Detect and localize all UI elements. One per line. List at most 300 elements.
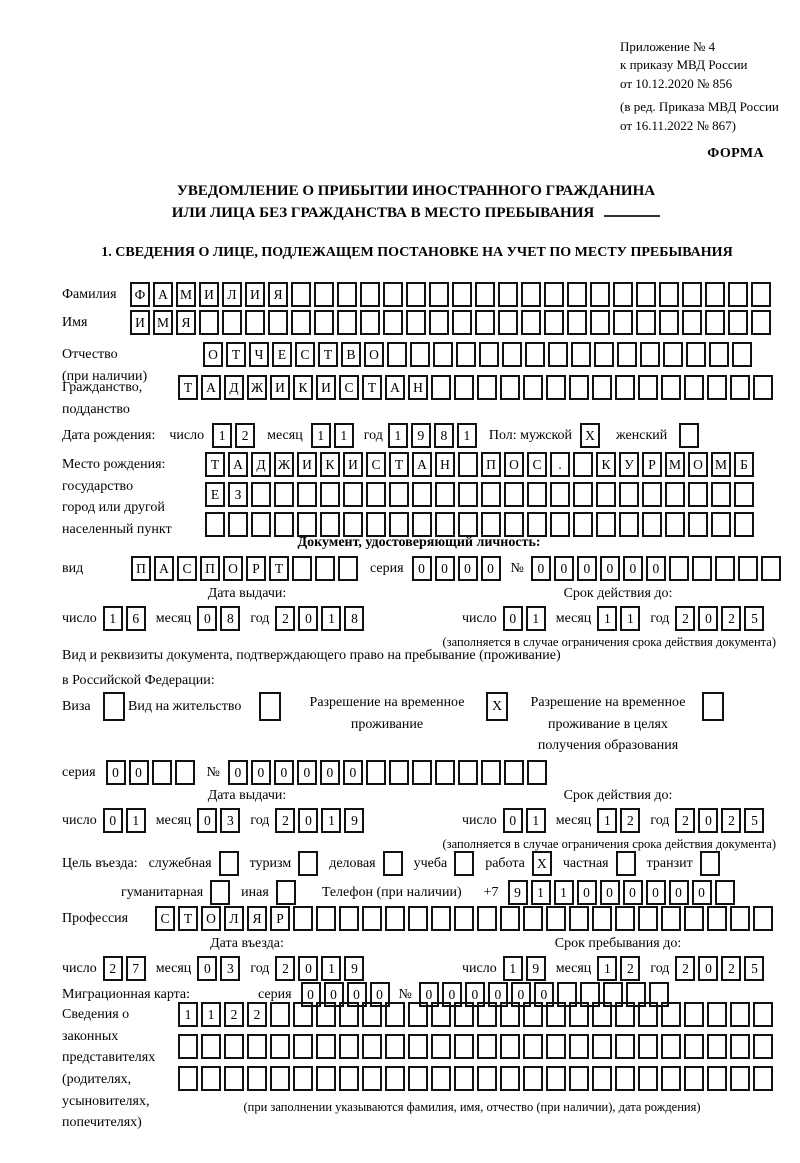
char-cell[interactable]: 0 — [297, 760, 317, 785]
char-cell[interactable]: Р — [642, 452, 662, 477]
iddoc-expiry-year-cells[interactable] — [675, 606, 764, 631]
char-cell[interactable] — [412, 482, 432, 507]
char-cell[interactable]: 1 — [531, 880, 551, 905]
char-cell[interactable] — [498, 282, 518, 307]
char-cell[interactable]: 0 — [600, 880, 620, 905]
profession-cells[interactable] — [155, 906, 773, 931]
char-cell[interactable] — [638, 1002, 658, 1027]
char-cell[interactable]: К — [293, 375, 313, 400]
char-cell[interactable] — [316, 906, 336, 931]
char-cell[interactable] — [452, 282, 472, 307]
char-cell[interactable]: 0 — [197, 956, 217, 981]
char-cell[interactable] — [383, 282, 403, 307]
char-cell[interactable] — [500, 906, 520, 931]
iddoc-kind-cells[interactable] — [131, 556, 358, 581]
char-cell[interactable] — [686, 342, 706, 367]
char-cell[interactable] — [619, 482, 639, 507]
char-cell[interactable] — [617, 342, 637, 367]
char-cell[interactable]: И — [297, 452, 317, 477]
char-cell[interactable] — [406, 282, 426, 307]
char-cell[interactable] — [684, 1002, 704, 1027]
stay-year-cells[interactable] — [675, 956, 764, 981]
char-cell[interactable] — [454, 1034, 474, 1059]
char-cell[interactable] — [366, 760, 386, 785]
char-cell[interactable]: И — [316, 375, 336, 400]
char-cell[interactable] — [707, 1066, 727, 1091]
char-cell[interactable]: 0 — [343, 760, 363, 785]
char-cell[interactable] — [711, 512, 731, 537]
char-cell[interactable] — [479, 342, 499, 367]
char-cell[interactable]: 6 — [126, 606, 146, 631]
char-cell[interactable] — [383, 310, 403, 335]
char-cell[interactable] — [715, 556, 735, 581]
char-cell[interactable]: 1 — [503, 956, 523, 981]
char-cell[interactable] — [659, 282, 679, 307]
guardians-cells-row2[interactable] — [178, 1034, 773, 1059]
char-cell[interactable] — [546, 906, 566, 931]
purpose-option-checkbox[interactable] — [276, 880, 296, 905]
char-cell[interactable] — [408, 1034, 428, 1059]
char-cell[interactable] — [385, 1034, 405, 1059]
char-cell[interactable] — [688, 512, 708, 537]
char-cell[interactable] — [504, 760, 524, 785]
char-cell[interactable] — [339, 1034, 359, 1059]
char-cell[interactable]: 0 — [419, 982, 439, 1007]
char-cell[interactable]: X — [486, 692, 508, 721]
char-cell[interactable] — [546, 1066, 566, 1091]
char-cell[interactable] — [435, 760, 455, 785]
char-cell[interactable]: 2 — [275, 606, 295, 631]
char-cell[interactable] — [408, 1066, 428, 1091]
char-cell[interactable] — [659, 310, 679, 335]
char-cell[interactable] — [316, 1066, 336, 1091]
char-cell[interactable] — [477, 1002, 497, 1027]
char-cell[interactable] — [458, 482, 478, 507]
char-cell[interactable]: 0 — [623, 880, 643, 905]
temporary-residence-education-checkbox[interactable] — [692, 692, 724, 721]
char-cell[interactable] — [222, 310, 242, 335]
char-cell[interactable] — [454, 375, 474, 400]
char-cell[interactable] — [431, 1002, 451, 1027]
char-cell[interactable] — [297, 512, 317, 537]
char-cell[interactable]: 0 — [298, 606, 318, 631]
char-cell[interactable]: 2 — [275, 808, 295, 833]
char-cell[interactable] — [661, 1066, 681, 1091]
char-cell[interactable] — [291, 310, 311, 335]
char-cell[interactable]: Т — [205, 452, 225, 477]
char-cell[interactable] — [734, 482, 754, 507]
char-cell[interactable] — [224, 1034, 244, 1059]
char-cell[interactable] — [569, 1066, 589, 1091]
char-cell[interactable]: Е — [205, 482, 225, 507]
char-cell[interactable]: 9 — [344, 956, 364, 981]
char-cell[interactable]: 2 — [275, 956, 295, 981]
char-cell[interactable] — [477, 1034, 497, 1059]
char-cell[interactable] — [711, 482, 731, 507]
purpose-option-checkbox[interactable]: X — [532, 851, 552, 876]
char-cell[interactable]: 0 — [554, 556, 574, 581]
char-cell[interactable] — [274, 482, 294, 507]
char-cell[interactable]: 2 — [721, 956, 741, 981]
guardians-cells-row1[interactable] — [178, 1002, 773, 1027]
char-cell[interactable] — [592, 375, 612, 400]
char-cell[interactable]: 2 — [224, 1002, 244, 1027]
char-cell[interactable] — [707, 375, 727, 400]
purpose-option-checkbox[interactable] — [210, 880, 230, 905]
char-cell[interactable] — [201, 1066, 221, 1091]
char-cell[interactable] — [385, 1066, 405, 1091]
char-cell[interactable]: 0 — [692, 880, 712, 905]
char-cell[interactable] — [360, 310, 380, 335]
char-cell[interactable]: У — [619, 452, 639, 477]
char-cell[interactable] — [201, 1034, 221, 1059]
char-cell[interactable] — [546, 1002, 566, 1027]
char-cell[interactable]: 5 — [744, 808, 764, 833]
entry-year-cells[interactable] — [275, 956, 364, 981]
char-cell[interactable] — [316, 1002, 336, 1027]
char-cell[interactable] — [498, 310, 518, 335]
char-cell[interactable]: 0 — [669, 880, 689, 905]
char-cell[interactable] — [360, 282, 380, 307]
char-cell[interactable]: 0 — [534, 982, 554, 1007]
char-cell[interactable]: Л — [222, 282, 242, 307]
char-cell[interactable]: 0 — [503, 606, 523, 631]
char-cell[interactable] — [613, 310, 633, 335]
char-cell[interactable] — [103, 692, 125, 721]
char-cell[interactable]: Ж — [274, 452, 294, 477]
char-cell[interactable] — [527, 482, 547, 507]
char-cell[interactable]: 0 — [435, 556, 455, 581]
char-cell[interactable]: 0 — [298, 808, 318, 833]
char-cell[interactable]: 2 — [721, 606, 741, 631]
firstname-cells[interactable] — [130, 310, 771, 335]
char-cell[interactable] — [615, 1034, 635, 1059]
char-cell[interactable] — [730, 1034, 750, 1059]
char-cell[interactable] — [523, 1002, 543, 1027]
char-cell[interactable]: А — [385, 375, 405, 400]
purpose-option-checkbox[interactable] — [383, 851, 403, 876]
char-cell[interactable] — [592, 906, 612, 931]
char-cell[interactable]: 8 — [220, 606, 240, 631]
char-cell[interactable]: Я — [268, 282, 288, 307]
char-cell[interactable] — [270, 1034, 290, 1059]
char-cell[interactable] — [175, 760, 195, 785]
char-cell[interactable] — [429, 282, 449, 307]
char-cell[interactable] — [408, 906, 428, 931]
sex-male-checkbox[interactable] — [580, 423, 600, 448]
char-cell[interactable]: 1 — [321, 606, 341, 631]
char-cell[interactable] — [590, 282, 610, 307]
char-cell[interactable]: И — [130, 310, 150, 335]
char-cell[interactable]: 0 — [251, 760, 271, 785]
char-cell[interactable] — [638, 1034, 658, 1059]
char-cell[interactable]: О — [364, 342, 384, 367]
char-cell[interactable]: С — [366, 452, 386, 477]
char-cell[interactable] — [761, 556, 781, 581]
char-cell[interactable]: 7 — [126, 956, 146, 981]
char-cell[interactable] — [734, 512, 754, 537]
char-cell[interactable]: Ж — [247, 375, 267, 400]
purpose-option-checkbox[interactable] — [219, 851, 239, 876]
char-cell[interactable] — [573, 512, 593, 537]
char-cell[interactable] — [619, 512, 639, 537]
char-cell[interactable] — [362, 1066, 382, 1091]
char-cell[interactable]: 0 — [298, 956, 318, 981]
char-cell[interactable]: Е — [272, 342, 292, 367]
char-cell[interactable]: Я — [247, 906, 267, 931]
char-cell[interactable] — [343, 512, 363, 537]
char-cell[interactable]: 0 — [106, 760, 126, 785]
char-cell[interactable] — [682, 282, 702, 307]
char-cell[interactable] — [636, 282, 656, 307]
citizenship-cells[interactable] — [178, 375, 773, 400]
char-cell[interactable] — [569, 1034, 589, 1059]
char-cell[interactable] — [274, 512, 294, 537]
char-cell[interactable]: 8 — [434, 423, 454, 448]
char-cell[interactable]: И — [343, 452, 363, 477]
char-cell[interactable] — [709, 342, 729, 367]
char-cell[interactable]: 2 — [103, 956, 123, 981]
char-cell[interactable] — [679, 423, 699, 448]
stay-day-cells[interactable] — [503, 956, 546, 981]
char-cell[interactable]: 0 — [503, 808, 523, 833]
char-cell[interactable] — [435, 482, 455, 507]
char-cell[interactable] — [429, 310, 449, 335]
char-cell[interactable]: 0 — [623, 556, 643, 581]
char-cell[interactable] — [178, 1034, 198, 1059]
resdoc-series-cells[interactable] — [106, 760, 195, 785]
char-cell[interactable]: 9 — [508, 880, 528, 905]
char-cell[interactable] — [550, 512, 570, 537]
char-cell[interactable] — [270, 1066, 290, 1091]
char-cell[interactable]: 2 — [235, 423, 255, 448]
char-cell[interactable] — [669, 556, 689, 581]
purpose-option-checkbox[interactable] — [454, 851, 474, 876]
iddoc-series-cells[interactable] — [412, 556, 501, 581]
char-cell[interactable] — [665, 512, 685, 537]
char-cell[interactable] — [684, 1034, 704, 1059]
char-cell[interactable]: 1 — [597, 808, 617, 833]
char-cell[interactable]: 0 — [465, 982, 485, 1007]
char-cell[interactable] — [339, 1002, 359, 1027]
char-cell[interactable] — [315, 556, 335, 581]
char-cell[interactable] — [481, 760, 501, 785]
char-cell[interactable]: О — [688, 452, 708, 477]
birthplace-cells-row1[interactable] — [205, 452, 754, 477]
char-cell[interactable]: М — [665, 452, 685, 477]
char-cell[interactable]: 0 — [324, 982, 344, 1007]
char-cell[interactable] — [615, 1066, 635, 1091]
char-cell[interactable] — [753, 1002, 773, 1027]
char-cell[interactable]: 1 — [388, 423, 408, 448]
char-cell[interactable] — [454, 1002, 474, 1027]
char-cell[interactable]: Т — [389, 452, 409, 477]
iddoc-issued-month-cells[interactable] — [197, 606, 240, 631]
char-cell[interactable] — [410, 342, 430, 367]
char-cell[interactable] — [592, 1066, 612, 1091]
char-cell[interactable]: 0 — [646, 880, 666, 905]
char-cell[interactable] — [431, 906, 451, 931]
char-cell[interactable]: А — [153, 282, 173, 307]
char-cell[interactable] — [615, 1002, 635, 1027]
char-cell[interactable] — [569, 1002, 589, 1027]
char-cell[interactable] — [730, 375, 750, 400]
iddoc-expiry-month-cells[interactable] — [597, 606, 640, 631]
char-cell[interactable] — [592, 1034, 612, 1059]
char-cell[interactable]: Т — [226, 342, 246, 367]
char-cell[interactable] — [291, 282, 311, 307]
char-cell[interactable] — [458, 760, 478, 785]
char-cell[interactable]: О — [203, 342, 223, 367]
resdoc-number-cells[interactable] — [228, 760, 547, 785]
resdoc-expiry-year-cells[interactable] — [675, 808, 764, 833]
char-cell[interactable] — [567, 310, 587, 335]
char-cell[interactable] — [387, 342, 407, 367]
char-cell[interactable] — [152, 760, 172, 785]
char-cell[interactable] — [454, 1066, 474, 1091]
char-cell[interactable]: 0 — [197, 606, 217, 631]
char-cell[interactable] — [412, 512, 432, 537]
char-cell[interactable]: М — [176, 282, 196, 307]
char-cell[interactable] — [546, 1034, 566, 1059]
char-cell[interactable]: 0 — [412, 556, 432, 581]
char-cell[interactable]: 0 — [698, 808, 718, 833]
char-cell[interactable] — [500, 1034, 520, 1059]
char-cell[interactable] — [692, 556, 712, 581]
char-cell[interactable] — [297, 482, 317, 507]
char-cell[interactable] — [573, 482, 593, 507]
char-cell[interactable] — [567, 282, 587, 307]
char-cell[interactable] — [477, 906, 497, 931]
char-cell[interactable] — [337, 310, 357, 335]
char-cell[interactable]: 0 — [511, 982, 531, 1007]
char-cell[interactable]: 9 — [411, 423, 431, 448]
resdoc-issued-year-cells[interactable] — [275, 808, 364, 833]
char-cell[interactable]: 8 — [344, 606, 364, 631]
char-cell[interactable] — [523, 1034, 543, 1059]
char-cell[interactable]: . — [550, 452, 570, 477]
char-cell[interactable] — [481, 512, 501, 537]
char-cell[interactable]: Н — [408, 375, 428, 400]
purpose-option-checkbox[interactable] — [298, 851, 318, 876]
char-cell[interactable] — [546, 375, 566, 400]
char-cell[interactable] — [525, 342, 545, 367]
char-cell[interactable] — [343, 482, 363, 507]
char-cell[interactable]: 5 — [744, 606, 764, 631]
char-cell[interactable] — [615, 375, 635, 400]
char-cell[interactable] — [247, 1034, 267, 1059]
char-cell[interactable] — [338, 556, 358, 581]
phone-cells[interactable] — [508, 880, 735, 905]
char-cell[interactable]: 1 — [201, 1002, 221, 1027]
char-cell[interactable] — [477, 1066, 497, 1091]
char-cell[interactable] — [408, 1002, 428, 1027]
char-cell[interactable] — [205, 512, 225, 537]
char-cell[interactable]: А — [412, 452, 432, 477]
char-cell[interactable]: 1 — [321, 808, 341, 833]
char-cell[interactable] — [292, 556, 312, 581]
char-cell[interactable] — [730, 906, 750, 931]
char-cell[interactable]: С — [339, 375, 359, 400]
char-cell[interactable]: 0 — [347, 982, 367, 1007]
char-cell[interactable] — [178, 1066, 198, 1091]
char-cell[interactable]: 0 — [301, 982, 321, 1007]
char-cell[interactable]: 1 — [457, 423, 477, 448]
char-cell[interactable] — [431, 1066, 451, 1091]
char-cell[interactable] — [707, 1034, 727, 1059]
char-cell[interactable] — [569, 906, 589, 931]
char-cell[interactable]: 1 — [526, 808, 546, 833]
char-cell[interactable] — [412, 760, 432, 785]
char-cell[interactable]: X — [580, 423, 600, 448]
char-cell[interactable] — [569, 375, 589, 400]
char-cell[interactable]: 2 — [620, 956, 640, 981]
char-cell[interactable]: 0 — [274, 760, 294, 785]
char-cell[interactable] — [642, 482, 662, 507]
stay-month-cells[interactable] — [597, 956, 640, 981]
char-cell[interactable]: 1 — [620, 606, 640, 631]
char-cell[interactable] — [596, 512, 616, 537]
char-cell[interactable] — [504, 512, 524, 537]
char-cell[interactable]: 3 — [220, 808, 240, 833]
char-cell[interactable]: Т — [269, 556, 289, 581]
residence-permit-checkbox[interactable] — [241, 692, 281, 721]
char-cell[interactable] — [362, 1002, 382, 1027]
char-cell[interactable]: Н — [435, 452, 455, 477]
title-blank-field[interactable] — [604, 215, 660, 217]
char-cell[interactable] — [251, 512, 271, 537]
char-cell[interactable] — [293, 1066, 313, 1091]
char-cell[interactable]: К — [320, 452, 340, 477]
iddoc-issued-day-cells[interactable] — [103, 606, 146, 631]
char-cell[interactable]: О — [223, 556, 243, 581]
char-cell[interactable] — [293, 1034, 313, 1059]
char-cell[interactable] — [594, 342, 614, 367]
char-cell[interactable] — [661, 375, 681, 400]
char-cell[interactable] — [389, 512, 409, 537]
char-cell[interactable]: 3 — [220, 956, 240, 981]
char-cell[interactable] — [728, 282, 748, 307]
char-cell[interactable] — [456, 342, 476, 367]
char-cell[interactable] — [431, 375, 451, 400]
char-cell[interactable]: И — [199, 282, 219, 307]
char-cell[interactable]: А — [154, 556, 174, 581]
resdoc-issued-month-cells[interactable] — [197, 808, 240, 833]
char-cell[interactable]: Л — [224, 906, 244, 931]
char-cell[interactable]: Я — [176, 310, 196, 335]
char-cell[interactable] — [753, 1034, 773, 1059]
char-cell[interactable] — [477, 375, 497, 400]
char-cell[interactable]: 0 — [531, 556, 551, 581]
char-cell[interactable] — [684, 1066, 704, 1091]
char-cell[interactable]: Ч — [249, 342, 269, 367]
char-cell[interactable] — [684, 906, 704, 931]
char-cell[interactable]: 0 — [698, 606, 718, 631]
char-cell[interactable]: 9 — [526, 956, 546, 981]
char-cell[interactable]: 2 — [620, 808, 640, 833]
char-cell[interactable] — [738, 556, 758, 581]
char-cell[interactable] — [362, 906, 382, 931]
char-cell[interactable]: 1 — [526, 606, 546, 631]
char-cell[interactable]: Р — [270, 906, 290, 931]
char-cell[interactable] — [728, 310, 748, 335]
char-cell[interactable]: 1 — [103, 606, 123, 631]
char-cell[interactable] — [433, 342, 453, 367]
char-cell[interactable]: 1 — [126, 808, 146, 833]
char-cell[interactable]: Б — [734, 452, 754, 477]
char-cell[interactable] — [245, 310, 265, 335]
char-cell[interactable] — [500, 1066, 520, 1091]
